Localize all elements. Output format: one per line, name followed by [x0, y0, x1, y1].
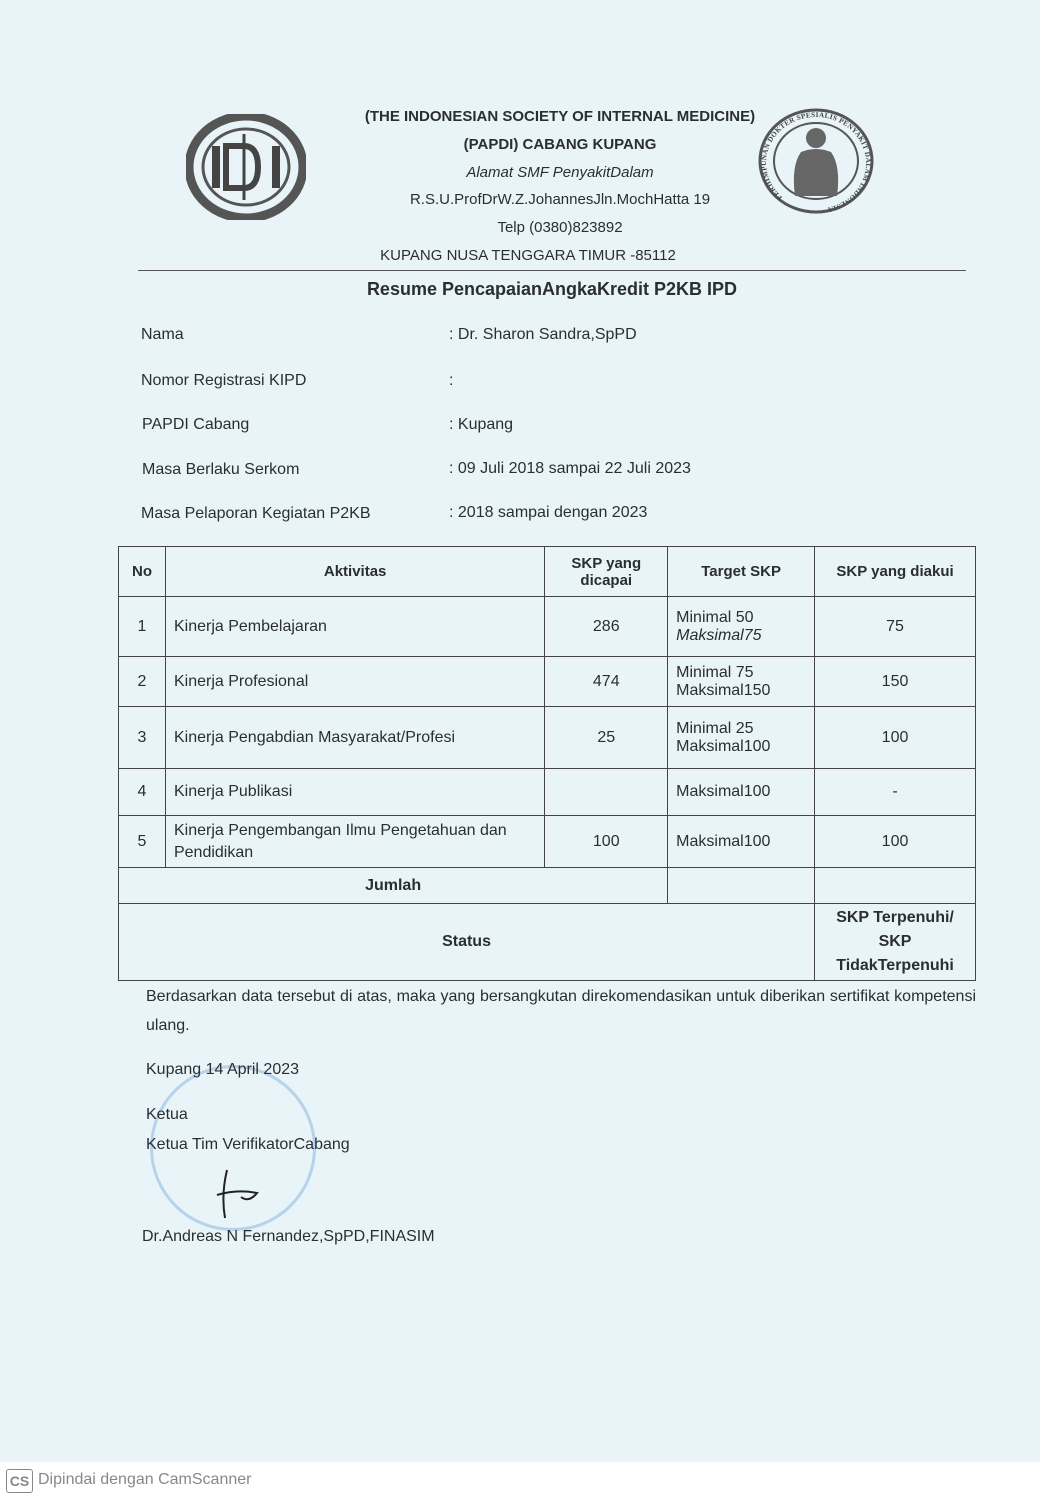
- recommendation-paragraph: Berdasarkan data tersebut di atas, maka yang bersangkutan direkomendasikan untuk diberikan sertifikat kompetensi ulang.: [146, 988, 976, 1034]
- cell-diakui: 75: [815, 597, 976, 657]
- camscanner-logo: CS: [6, 1469, 33, 1493]
- camscanner-text: Dipindai dengan CamScanner: [38, 1471, 252, 1488]
- field-label: Masa Berlaku Serkom: [142, 461, 300, 478]
- cell-dicapai: 474: [545, 657, 668, 707]
- letterhead-line3: Alamat SMF PenyakitDalam: [466, 164, 654, 181]
- jumlah-row: [119, 868, 976, 904]
- cell-target: Maksimal100: [668, 816, 815, 868]
- field-value: : 09 Juli 2018 sampai 22 Juli 2023: [449, 460, 691, 477]
- cell-diakui: 150: [815, 657, 976, 707]
- target-max: Maksimal100: [676, 737, 771, 755]
- cell-target: [668, 657, 815, 707]
- letterhead-line5: Telp (0380)823892: [497, 219, 623, 236]
- cell-no: 1: [119, 597, 166, 657]
- papdi-logo-text: PERHIMPUNAN DOKTER SPESIALIS PENYAKIT DALAM INDONESIA: [760, 110, 873, 214]
- cell-aktivitas: Kinerja Publikasi: [165, 769, 544, 816]
- status-value: SKP Terpenuhi/ SKP TidakTerpenuhi: [815, 904, 976, 981]
- field-value: : Dr. Sharon Sandra,SpPD: [449, 326, 637, 343]
- cell-aktivitas: Kinerja Pengabdian Masyarakat/Profesi: [165, 707, 544, 769]
- field-label: Nama: [141, 326, 184, 343]
- cell-aktivitas: Kinerja Profesional: [165, 657, 544, 707]
- target-min: Minimal 75: [676, 663, 754, 681]
- col-header: Aktivitas: [165, 547, 544, 597]
- cell-aktivitas: Kinerja Pengembangan Ilmu Pengetahuan dan Pendidikan: [165, 816, 544, 868]
- handwritten-signature: [215, 1165, 265, 1220]
- col-header: SKP yang dicapai: [545, 547, 668, 597]
- letterhead-line1: (THE INDONESIAN SOCIETY OF INTERNAL MEDICINE): [364, 108, 756, 125]
- col-header: SKP yang diakui: [815, 547, 976, 597]
- letterhead-line4: R.S.U.ProfDrW.Z.JohannesJln.MochHatta 19: [409, 191, 711, 208]
- cell-target: [668, 597, 815, 657]
- idi-logo: [186, 114, 306, 220]
- field-label: Masa Pelaporan Kegiatan P2KB: [141, 505, 371, 522]
- header-divider: [138, 270, 966, 271]
- table-row: [119, 816, 976, 868]
- field-label: Nomor Registrasi KIPD: [141, 372, 307, 389]
- letterhead-line2: (PAPDI) CABANG KUPANG: [463, 136, 657, 153]
- cell-dicapai: 25: [545, 707, 668, 769]
- target-max: Maksimal150: [676, 681, 771, 699]
- jumlah-diakui: [815, 868, 976, 904]
- skp-table: [118, 546, 976, 981]
- status-row: [119, 904, 976, 981]
- target-min: Minimal 50: [676, 608, 754, 626]
- document-title: Resume PencapaianAngkaKredit P2KB IPD: [366, 279, 738, 299]
- cell-diakui: 100: [815, 816, 976, 868]
- table-row: [119, 597, 976, 657]
- col-header: No: [119, 547, 166, 597]
- cell-diakui: 100: [815, 707, 976, 769]
- cell-dicapai: [545, 769, 668, 816]
- field-value: : Kupang: [449, 416, 514, 433]
- table-row: [119, 707, 976, 769]
- field-value: :: [449, 372, 454, 389]
- table-row: [119, 657, 976, 707]
- target-min: Minimal 25: [676, 719, 754, 737]
- cell-aktivitas: Kinerja Pembelajaran: [165, 597, 544, 657]
- cell-dicapai: 100: [545, 816, 668, 868]
- cell-target: [668, 707, 815, 769]
- place-date: Kupang 14 April 2023: [146, 1061, 300, 1078]
- signer-role: Ketua: [146, 1106, 188, 1123]
- signer-role-full: Ketua Tim VerifikatorCabang: [146, 1136, 350, 1153]
- letterhead-line6: KUPANG NUSA TENGGARA TIMUR -85112: [380, 247, 676, 264]
- cell-no: 4: [119, 769, 166, 816]
- cell-no: 5: [119, 816, 166, 868]
- jumlah-label: Jumlah: [119, 868, 668, 904]
- cell-no: 2: [119, 657, 166, 707]
- target-max: Maksimal75: [676, 626, 762, 644]
- cell-no: 3: [119, 707, 166, 769]
- cell-diakui: -: [815, 769, 976, 816]
- table-row: [119, 769, 976, 816]
- jumlah-target: [668, 868, 815, 904]
- status-label: Status: [119, 904, 815, 981]
- field-value: : 2018 sampai dengan 2023: [449, 504, 648, 521]
- col-header: Target SKP: [668, 547, 815, 597]
- signer-name: Dr.Andreas N Fernandez,SpPD,FINASIM: [142, 1228, 435, 1245]
- field-label: PAPDI Cabang: [142, 416, 250, 433]
- cell-target: Maksimal100: [668, 769, 815, 816]
- cell-dicapai: 286: [545, 597, 668, 657]
